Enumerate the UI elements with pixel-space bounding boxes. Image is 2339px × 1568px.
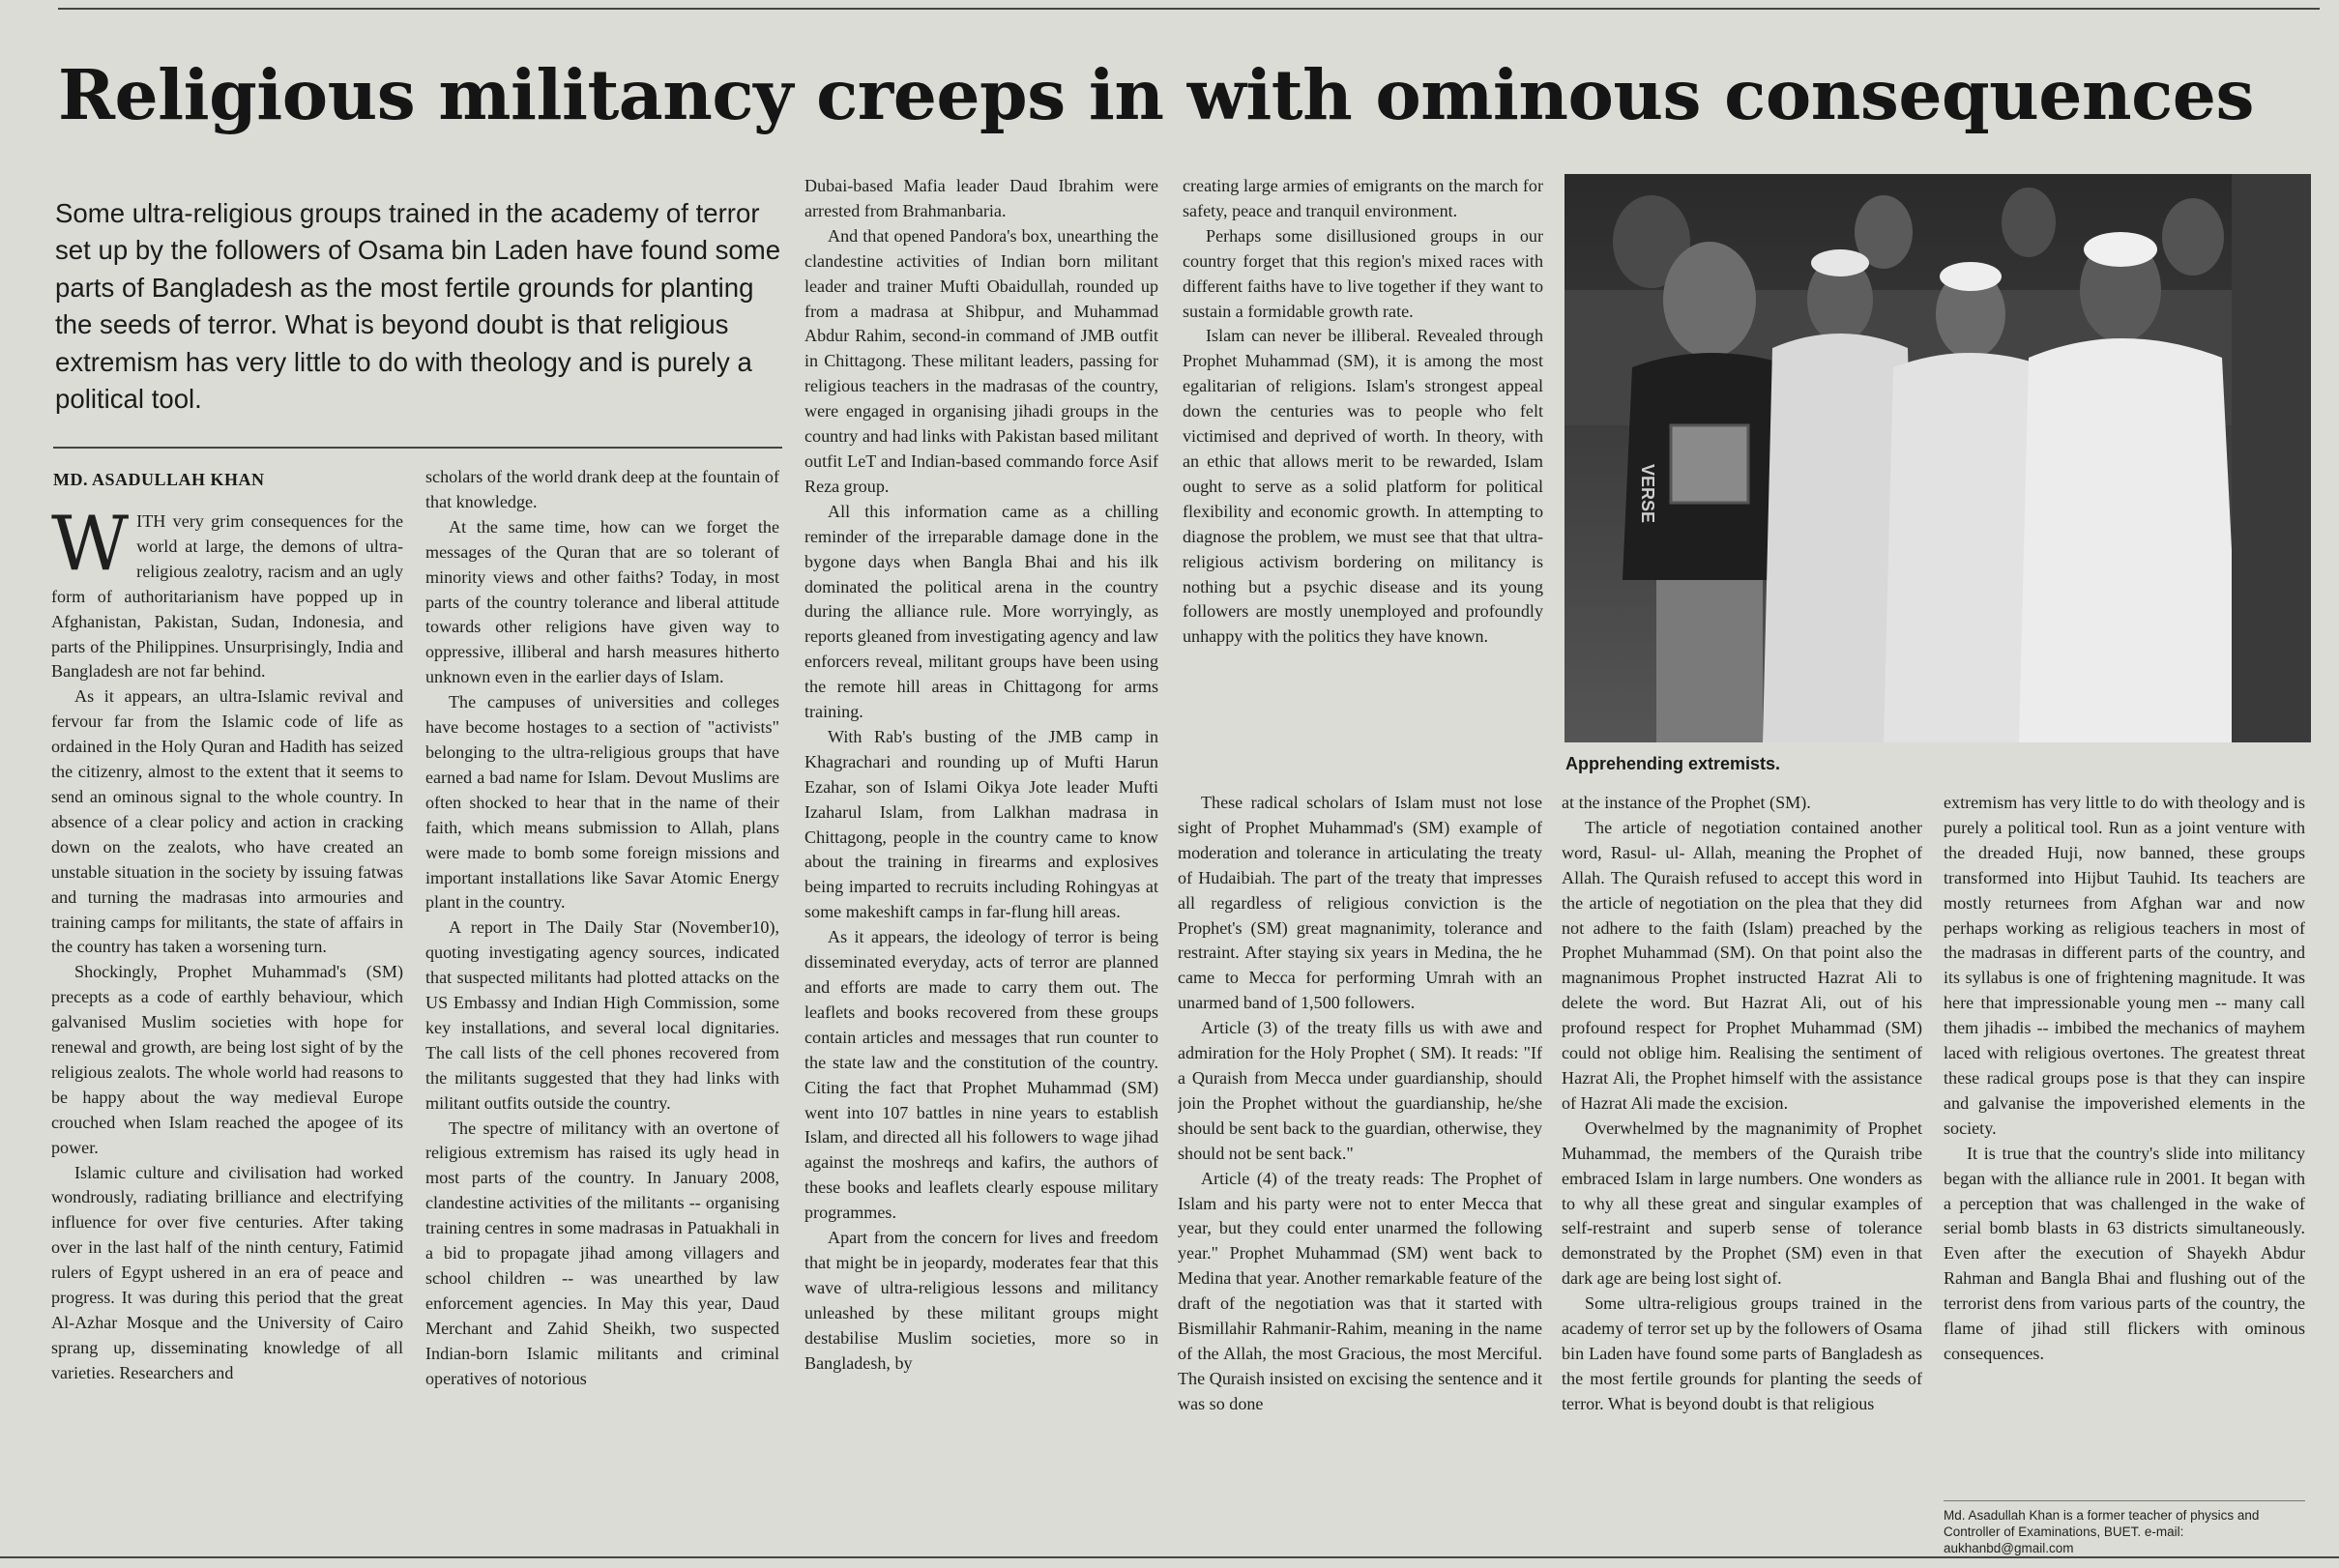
article-paragraph: scholars of the world drank deep at the fountain of that knowledge. [425,467,779,511]
article-paragraph: Islamic culture and civilisation had worked wondrously, radiating brilliance and electrifying influence for over five centuries. After taking over in the last half of the ninth century, Fatimid rulers of Egypt ushered in an era of peace and progress. It was during this period that the great Al-Azhar Mosque and the University of Cairo sprang up, disseminating knowledge of all varieties. Researchers and [51,1162,403,1382]
article-paragraph: at the instance of the Prophet (SM). [1562,793,1811,812]
article-paragraph: Some ultra-religious groups trained in the academy of terror set up by the followers of Osama bin Laden have found some parts of Bangladesh as the most fertile grounds for planting the seeds of terror. What is beyond doubt is that religious [1562,1293,1922,1413]
article-paragraph: Overwhelmed by the magnanimity of Prophet Muhammad, the members of the Quraish tribe embraced Islam in large numbers. One wonders as to why all these great and singular examples of self-restraint and superb sense of tolerance demonstrated by the Prophet (SM) even in that dark age are being lost sight of. [1562,1118,1922,1289]
photo-illustration [1564,174,2311,742]
deck-summary: Some ultra-religious groups trained in the academy of terror set up by the followers of Osama bin Laden have found some parts of Bangladesh as the most fertile grounds for planting the seeds of terror. What is beyond doubt is that religious extremism has very little to do with theology and is purely a political tool. [55,198,781,415]
article-paragraph: The campuses of universities and colleges have become hostages to a section of "activists" belonging to the ultra-religious groups that have earned a bad name for Islam. Devout Muslims are often shocked to hear that in the name of their faith, which means submission to Allah, plans were made to bomb some foreign missions and important installations like Savar Atomic Energy plant in the country. [425,692,779,913]
article-paragraph: And that opened Pandora's box, unearthing the clandestine activities of Indian born militant leader and trainer Mufti Obaidullah, rounded up from a madrasa at Shibpur, and Muhammad Abdur Rahim, second-in command of JMB outfit in Chittagong. These militant leaders, passing for religious teachers in the madrasas of the country, were engaged in organising jihadi groups in the country and had links with Pakistan based militant outfit LeT and Indian-based commando force Asif Reza group. [804,225,1158,496]
article-paragraph: The article of negotiation contained another word, Rasul- ul- Allah, meaning the Prophet of Allah. The Quraish refused to accept this word in the article of negotiation on the plea that they did not adhere to the faith (Islam) preached by the Prophet Muhammad (SM). On that point also the magnanimous Prophet instructed Hazrat Ali to delete the word. But Hazrat Ali, out of his profound respect for Prophet Muhammad (SM) could not oblige him. Realising the sentiment of Hazrat Ali, the Prophet himself with the assistance of Hazrat Ali made the excision. [1562,817,1922,1113]
photo-caption: Apprehending extremists. [1565,754,1781,773]
shirt-print: VERSE [1638,464,1657,524]
news-photo [1564,174,2311,742]
article-paragraph: Islam can never be illiberal. Revealed through Prophet Muhammad (SM), it is among the most egalitarian of religions. Islam's strongest appeal down the centuries was to people who felt victimised and deprived of worth. In theory, with an ethic that allows merit to be rewarded, Islam ought to serve as a solid platform for political flexibility and economic growth. In attempting to diagnose the problem, we must see that that ultra- religious activism bordering on militancy is nothing but a psychic disease and its young followers are mostly unemployed and profoundly unhappy with the politics they have known. [1183,326,1543,647]
article-paragraph: creating large armies of emigrants on the march for safety, peace and tranquil environment. [1183,176,1543,220]
article-paragraph: Perhaps some disillusioned groups in our country forget that this region's mixed races with different faiths have to live together if they want to sustain a formidable growth rate. [1183,225,1543,321]
article-paragraph: Article (3) of the treaty fills us with awe and admiration for the Holy Prophet ( SM). It reads: "If a Quraish from Mecca under guardianship, should join the Prophet without the guardianship, he/she should be sent back to the guardian, otherwise, they should not be sent back." [1178,1018,1542,1163]
article-paragraph: The spectre of militancy with an overtone of religious extremism has raised its ugly head in most parts of the country. In January 2008, clandestine activities of the militants -- organising training centres in some madrasas in Patuakhali in a bid to propagate jihad among villagers and school children -- was unearthed by law enforcement agencies. In May this year, Daud Merchant and Zahid Sheikh, two suspected Indian-born Islamic militants and criminal operatives of notorious [425,1118,779,1388]
top-rule [58,8,2320,10]
bottom-rule [0,1556,2339,1558]
article-paragraph: As it appears, the ideology of terror is being disseminated everyday, acts of terror are planned and efforts are made to carry them out. The leaflets and books recovered from these groups contain articles and messages that run counter to the state law and the constitution of the country. Citing the fact that Prophet Muhammad (SM) went into 107 battles in nine years to establish Islam, and directed all his followers to wage jihad against the moshreqs and kafirs, the authors of these books and leaflets clearly espouse military programmes. [804,927,1158,1223]
article-paragraph: Article (4) of the treaty reads: The Prophet of Islam and his party were not to enter Mecca that year, but they could enter unarmed the following year." Prophet Muhammad (SM) went back to Medina that year. Another remarkable feature of the draft of the negotiation was that it started with Bismillahir Rahmanir-Rahim, meaning in the name of the Allah, the most Gracious, the most Merciful. The Quraish insisted on excising the sentence and it was so done [1178,1168,1542,1413]
byline: MD. ASADULLAH KHAN [53,470,265,489]
article-column-7 [1944,791,2305,1482]
drop-cap: W [51,509,130,588]
article-column-1 [51,509,403,1542]
article-column-4 [1183,174,1543,778]
article-column-3 [804,174,1158,1542]
article-column-5 [1178,791,1542,1545]
article-paragraph: Dubai-based Mafia leader Daud Ibrahim were arrested from Brahmanbaria. [804,176,1158,220]
article-column-2 [425,465,779,1542]
article-paragraph: A report in The Daily Star (November10), quoting investigating agency sources, indicated that suspected militants had plotted attacks on the US Embassy and Indian High Commission, some key installations, and several local dignitaries. The call lists of the cell phones recovered from the militants suggested that they had links with militant outfits outside the country. [425,917,779,1113]
article-paragraph: All this information came as a chilling reminder of the irreparable damage done in the bygone days when Bangla Bhai and his ilk dominated the political arena in the country during the alliance rule. More worryingly, as reports gleaned from investigating agency and law enforcers reveal, militant groups have been using the remote hill areas in Chittagong for arms training. [804,501,1158,722]
article-column-6 [1562,791,1922,1545]
author-bio: Md. Asadullah Khan is a former teacher of physics and Controller of Examinations, BUET. e-mail: aukhanbd@gmail.com [1944,1500,2305,1556]
article-paragraph: Apart from the concern for lives and freedom that might be in jeopardy, moderates fear that this wave of ultra-religious lessons and militancy unleashed by these militant groups might destabilise Muslim societies, more so in Bangladesh, by [804,1228,1158,1373]
article-paragraph: Shockingly, Prophet Muhammad's (SM) precepts as a code of earthly behaviour, which galvanised Muslim societies with hope for renewal and growth, are being lost sight of by the religious zealots. The whole world had reasons to be happy about the way medieval Europe crouched when Islam reached the apogee of its power. [51,962,403,1157]
article-paragraph: WITH very grim consequences for the world at large, the demons of ultra-religious zealotry, racism and an ugly form of authoritarianism have popped up in Afghanistan, Pakistan, Sudan, Indonesia, and parts of the Philippines. Unsurprisingly, India and Bangladesh are not far behind. [51,509,403,682]
article-paragraph: With Rab's busting of the JMB camp in Khagrachari and rounding up of Mufti Harun Ezahar, son of Islami Oikya Jote leader Mufti Izaharul Islam, from Lalkhan madrasa in Chittagong, people in the country came to know about the training in firearms and explosives being imparted to recruits including Rohingyas at some makeshift camps in far-flung hill areas. [804,726,1158,922]
deck-divider [53,447,782,449]
headline: Religious militancy creeps in with ominous consequences [58,54,2254,135]
article-paragraph: These radical scholars of Islam must not lose sight of Prophet Muhammad's (SM) example of moderation and tolerance in articulating the treaty of Hudaibiah. The part of the treaty that impresses all regardless of religious conviction is the Prophet's (SM) great magnanimity, tolerance and restraint. After staying six years in Medina, the he came to Mecca for performing Umrah with an unarmed band of 1,500 followers. [1178,793,1542,1013]
article-paragraph: At the same time, how can we forget the messages of the Quran that are so tolerant of minority views and other faiths? Today, in most parts of the country tolerance and liberal attitude towards other religions have given way to oppressive, illiberal and harsh measures hitherto unknown even in the earlier days of Islam. [425,516,779,687]
article-paragraph: extremism has very little to do with theology and is purely a political tool. Run as a joint venture with the dreaded Huji, now banned, these groups transformed into Hijbut Tauhid. Its teachers are mostly returnees from Afghan war and now perhaps working as religious teachers in most of the madrasas in different parts of the country, and its syllabus is one of frightening magnitude. It was here that impressionable young men -- many call them jihadis -- imbibed the mechanics of mayhem laced with religious overtones. The greatest threat these radical groups pose is that they can inspire and galvanise the impoverished elements in the society. [1944,793,2305,1138]
article-paragraph: As it appears, an ultra-Islamic revival and fervour far from the Islamic code of life as ordained in the Holy Quran and Hadith has seized the citizenry, almost to the extent that it seems to send an ominous signal to the whole country. In absence of a clear policy and action in cracking down on the zealots, who have created an unstable situation in the society by issuing fatwas and turning the madrasas into armouries and training camps for militants, the state of affairs in the country has taken a worsening turn. [51,686,403,957]
article-paragraph: It is true that the country's slide into militancy began with the alliance rule in 2001. It began with a perception that was challenged in the wake of serial bomb blasts in 63 districts simultaneously. Even after the execution of Shayekh Abdur Rahman and Bangla Bhai and flushing out of the terrorist dens from various parts of the country, the flame of jihad still flickers with ominous consequences. [1944,1143,2305,1363]
